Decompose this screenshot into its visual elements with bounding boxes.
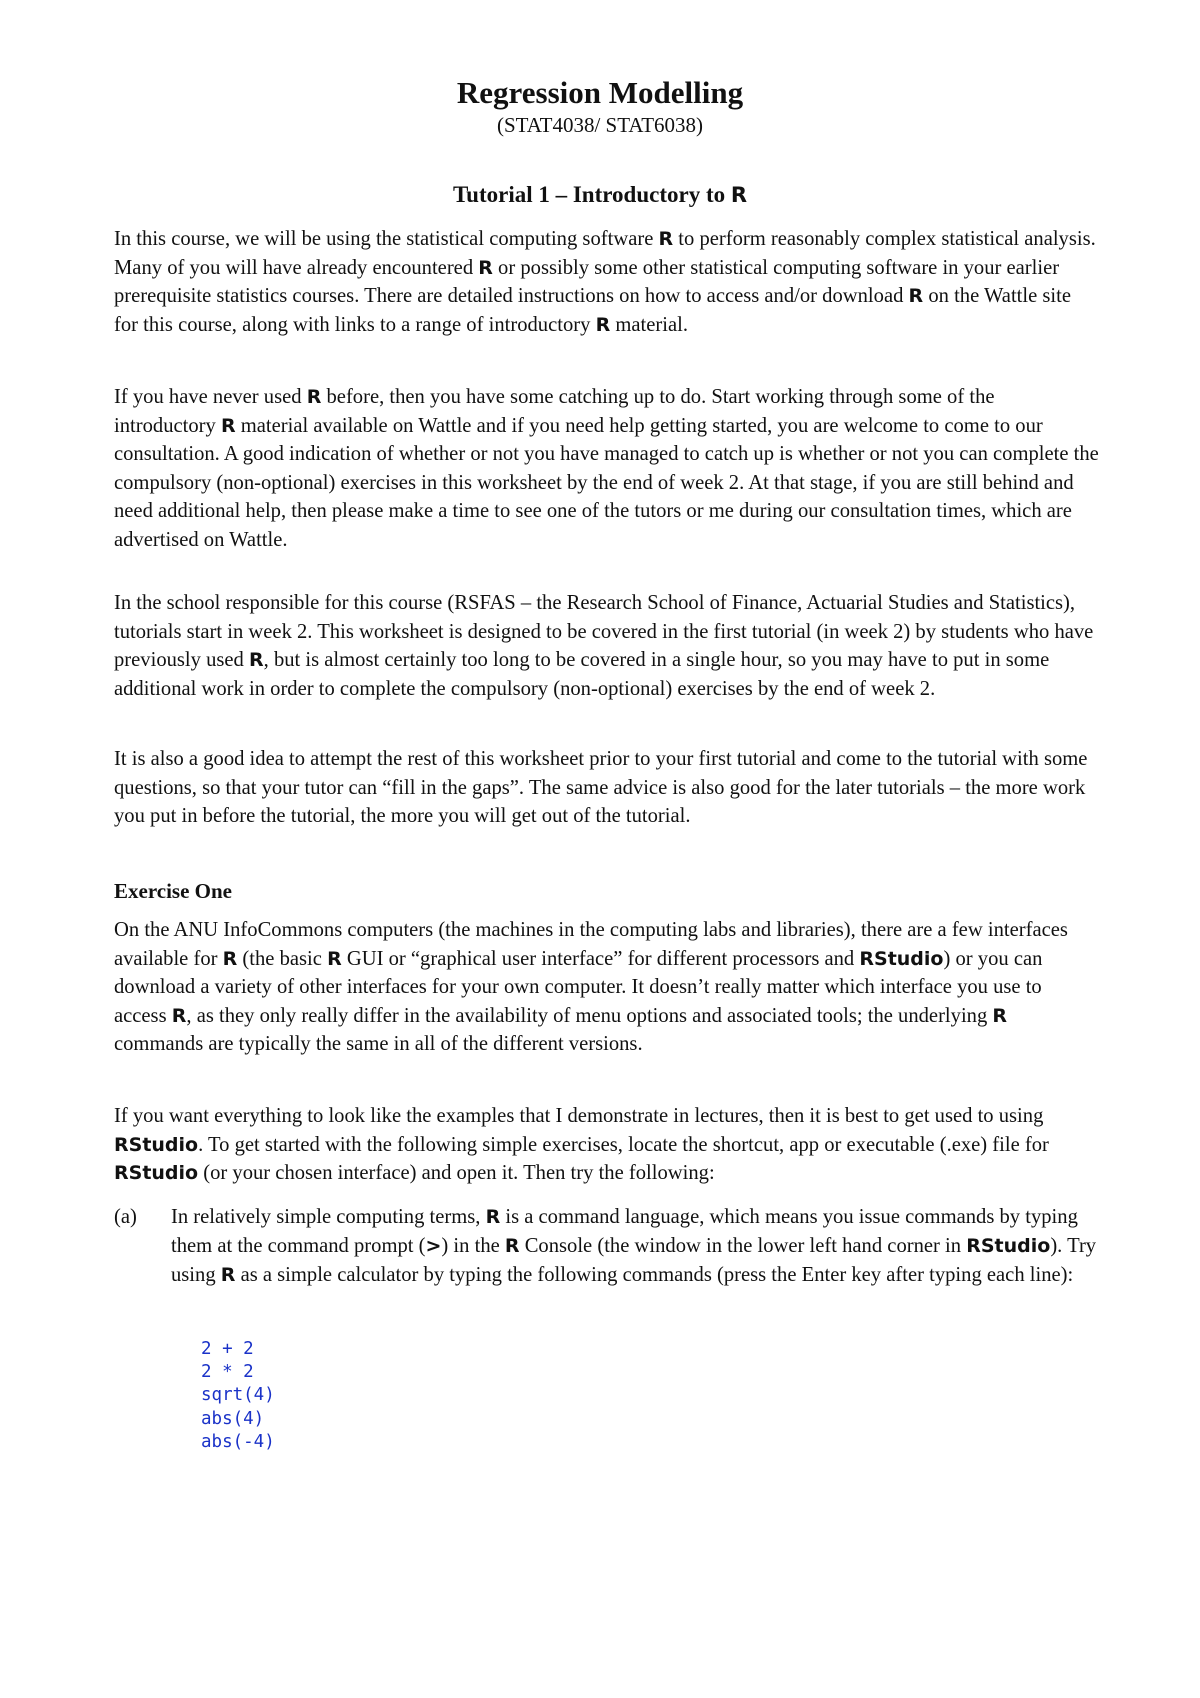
interfaces-paragraph: On the ANU InfoCommons computers (the machines in the computing labs and libraries), there are a few interfaces available for R (the basic R GUI or “graphical user interface” for different processors and RStudio) or you can download a variety of other interfaces for your own computer. It doesn’t really matter which interface you use to access R, as they only really differ in the availability of menu options and associated tools; the underlying R commands are typically the same in all of the different versions.: [114, 919, 1068, 1056]
tutorial-title: [0, 180, 1200, 210]
code-line: abs(-4): [201, 1431, 275, 1452]
code-line: sqrt(4): [201, 1385, 275, 1406]
tutorial-title-text: Tutorial 1 – Introductory to: [452, 182, 731, 207]
item-label: (a): [114, 1206, 137, 1228]
tutorial-title-r: R: [730, 183, 748, 207]
rstudio-paragraph: If you want everything to look like the examples that I demonstrate in lectures, then it is best to get used to using RStudio. To get started with the following simple exercises, locate the shortcut, app or executable (.exe) file for RStudio (or your chosen interface) and open it. Then try the following:: [114, 1105, 1049, 1185]
item-text: In relatively simple computing terms, R is a command language, which means you issue commands by typing them at the command prompt (>) in the R Console (the window in the lower left hand corner in RStudio). Try using R as a simple calculator by typing the following commands (press the Enter key after typing each line):: [171, 1206, 1097, 1286]
course-codes: (STAT4038/ STAT6038): [496, 113, 704, 137]
exercise-heading: Exercise One: [114, 879, 233, 903]
code-line: abs(4): [201, 1408, 265, 1429]
catching-up-paragraph: If you have never used R before, then you have some catching up to do. Start working through some of the introductory R material available on Wattle and if you need help getting started, you are welcome to come to our consultation. A good indication of whether or not you have managed to catch up is whether or not you can complete the compulsory (non-optional) exercises in this worksheet by the end of week 2. At that stage, if you are still behind and need additional help, then please make a time to see one of the tutors or me during our consultation times, which are advertised on Wattle.: [114, 386, 1099, 551]
school-paragraph: In the school responsible for this course (RSFAS – the Research School of Finance, Actuarial Studies and Statistics), tutorials start in week 2. This worksheet is designed to be covered in the first tutorial (in week 2) by students who have previously used R, but is almost certainly too long to be covered in a single hour, so you may have to put in some additional work in order to complete the compulsory (non-optional) exercises by the end of week 2.: [114, 592, 1094, 700]
document-title: Regression Modelling: [456, 75, 744, 110]
advice-paragraph: It is also a good idea to attempt the rest of this worksheet prior to your first tutorial and come to the tutorial with some questions, so that your tutor can “fill in the gaps”. The same advice is also good for the later tutorials – the more work you put in before the tutorial, the more you will get out of the tutorial.: [114, 748, 1088, 828]
intro-paragraph: In this course, we will be using the statistical computing software R to perform reasonably complex statistical analysis. Many of you will have already encountered R or possibly some other statistical computing software in your earlier prerequisite statistics courses. There are detailed instructions on how to access and/or download R on the Wattle site for this course, along with links to a range of introductory R material.: [114, 228, 1096, 336]
code-block: [201, 1338, 275, 1454]
code-line: 2 + 2: [201, 1339, 254, 1359]
code-line: 2 * 2: [201, 1362, 254, 1383]
